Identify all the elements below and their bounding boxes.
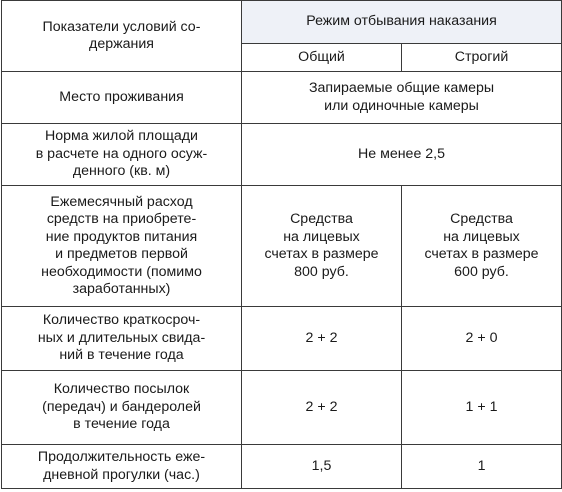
row-label: Количество краткосроч- ных и длительных свида- ний в течение года	[2, 307, 242, 371]
header-general: Общий	[242, 44, 402, 72]
header-indicators: Показатели условий со- держания	[2, 1, 242, 72]
row-general-value: 2 + 2	[242, 371, 402, 445]
header-regime: Режим отбывания наказания	[242, 1, 562, 44]
row-label: Количество посылок (передач) и бандеролей в течение года	[2, 371, 242, 445]
row-label: Норма жилой площади в расчете на одного осуж- денного (кв. м)	[2, 124, 242, 186]
row-label: Продолжительность еже- дневной прогулки (час.)	[2, 445, 242, 489]
row-label: Место проживания	[2, 72, 242, 124]
table-row	[2, 445, 562, 489]
row-label: Ежемесячный расход средств на приобрете- ние продуктов питания и предметов первой необходимости (помимо заработанных)	[2, 186, 242, 307]
row-strict-value: Средства на лицевых счетах в размере 600 руб.	[402, 186, 562, 307]
row-strict-value: 1	[402, 445, 562, 489]
table-row	[2, 307, 562, 371]
row-merged-value: Не менее 2,5	[242, 124, 562, 186]
row-general-value: 2 + 2	[242, 307, 402, 371]
row-strict-value: 1 + 1	[402, 371, 562, 445]
table-header-row	[2, 1, 562, 44]
header-strict: Строгий	[402, 44, 562, 72]
row-merged-value: Запираемые общие камеры или одиночные камеры	[242, 72, 562, 124]
row-general-value: 1,5	[242, 445, 402, 489]
table-row	[2, 124, 562, 186]
table-row	[2, 371, 562, 445]
table-row	[2, 72, 562, 124]
row-general-value: Средства на лицевых счетах в размере 800 руб.	[242, 186, 402, 307]
table-row	[2, 186, 562, 307]
regime-conditions-table	[1, 0, 562, 489]
row-strict-value: 2 + 0	[402, 307, 562, 371]
